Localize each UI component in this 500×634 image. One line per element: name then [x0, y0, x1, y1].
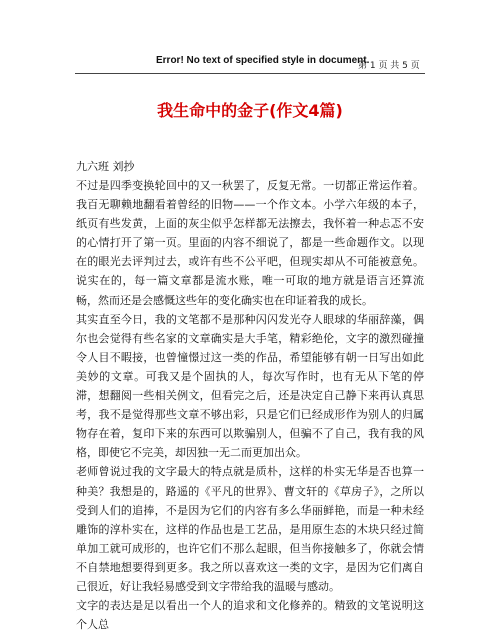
paragraph: 老师曾说过我的文字最大的特点就是质朴，这样的朴实无华是否也算一种美？我想是的，路遥的《平凡的世界》、曹文轩的《草房子》，之所以受到人们的追捧，不是因为它们的内容有多么华丽鲜艳，而是一种未经雕饰的淳朴实在，这样的作品也是工艺品，是用原生态的木块只经过简单加工就可成形的，也许它们不那么起眼，但当你接触多了，你就会情不自禁地想要得到更多。我之所以喜欢这一类的文字，是因为它们离自己很近，好让我轻易感受到文字带给我的温暖与感动。: [76, 465, 424, 593]
document-body: [76, 176, 424, 634]
author-line: 九六班 刘抄: [76, 160, 135, 173]
document-title: 我生命中的金子(作文4篇): [157, 101, 343, 120]
header-divider: [75, 73, 425, 74]
header-page-info: 第 1 页 共 5 页: [358, 61, 420, 71]
paragraph: 不过是四季变换轮回中的又一秋罢了，反复无常。一切都正常运作着。我百无聊赖地翻看着曾经的旧物——一个作文本。小学六年级的本子，纸页有些发黄，上面的灰尘似乎怎样都无法擦去，我怀着一种忐忑不安的心情打开了第一页。里面的内容不细说了，都是一些命题作文。以现在的眼光去评判过去，或许有些不公平吧，但现实却从不可能被意免。说实在的，每一篇文章都是流水账，唯一可取的地方就是语言还算流畅，然而还是会感慨这些年的变化确实也在印证着我的成长。: [76, 179, 424, 307]
header-error-text: Error! No text of specified style in document.: [156, 55, 370, 66]
paragraph: 文字的表达是足以看出一个人的追求和文化修养的。精致的文笔说明这个人总: [76, 599, 424, 632]
paragraph: 其实直至今日，我的文笔都不是那种闪闪发光夺人眼球的华丽辞藻，偶尔也会觉得有些名家的文章确实是大手笔，精彩绝伦，文字的激烈碰撞令人目不暇接，也曾憧憬过这一类的作品，希望能够有朝一日写出如此美妙的文章。可我又是个固执的人，每次写作时，也有无从下笔的停滞，想翻阅一些相关例文，但看完之后，还是决定自己静下来再认真思考，我不是觉得那些文章不够出彩，只是它们已经成形作为别人的归属物存在着，复印下来的东西可以欺骗别人，但骗不了自己，我有我的风格，即使它不完美，却因独一无二而更加出众。: [76, 312, 424, 460]
